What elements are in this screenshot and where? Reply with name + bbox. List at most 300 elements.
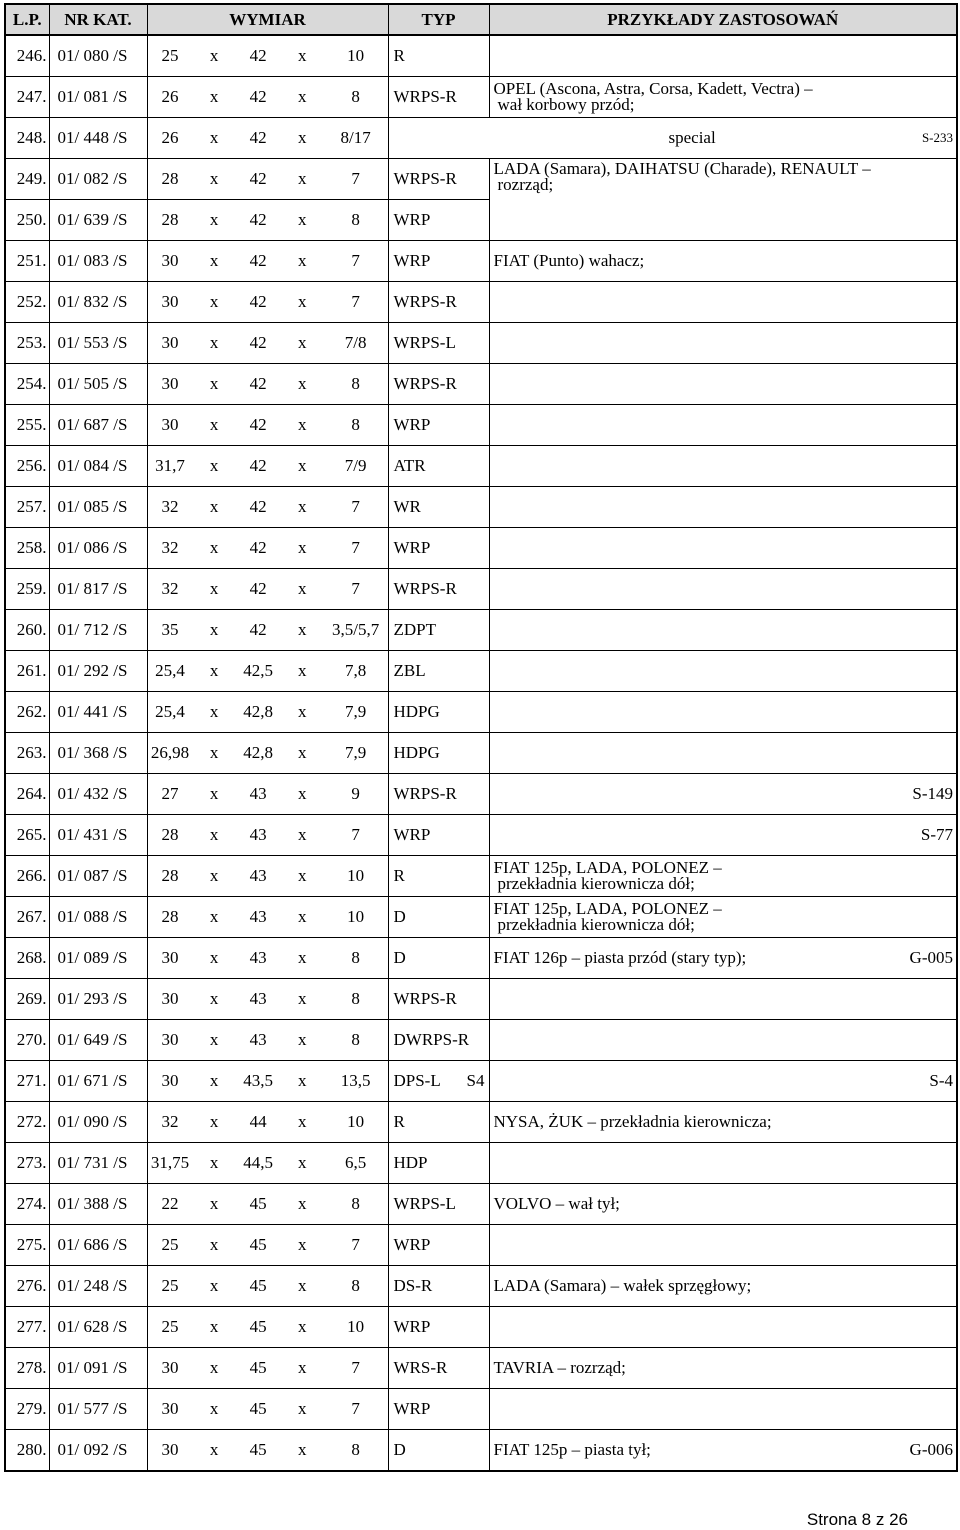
cell-wymiar: [147, 1430, 388, 1472]
cell-application: [489, 815, 957, 856]
dim-sep: x: [297, 456, 307, 475]
cell-wymiar: [147, 282, 388, 323]
cell-lp: 276.: [5, 1266, 49, 1307]
dim-outer: 43,5: [243, 1071, 273, 1090]
dim-width: 6,5: [345, 1153, 367, 1172]
cell-nr-kat: 01/ 441 /S: [49, 692, 147, 733]
dim-inner: 30: [161, 989, 179, 1008]
application-text: FIAT (Punto) wahacz;: [493, 251, 645, 270]
dim-width: 8: [351, 87, 360, 106]
table-row: [5, 241, 957, 282]
cell-wymiar: [147, 774, 388, 815]
dim-sep: x: [209, 1153, 219, 1172]
cell-typ: [388, 1266, 489, 1307]
dim-inner: 31,7: [155, 456, 185, 475]
dim-outer: 42: [249, 497, 267, 516]
cell-wymiar: [147, 1020, 388, 1061]
dim-sep: x: [297, 1112, 307, 1131]
code-label: S-149: [912, 784, 953, 803]
dim-sep: x: [297, 825, 307, 844]
cell-typ: [388, 159, 489, 200]
cell-lp: 267.: [5, 897, 49, 938]
cell-typ: [388, 200, 489, 241]
dim-width: 8: [351, 948, 360, 967]
dim-width: 10: [347, 1317, 365, 1336]
dim-sep: x: [209, 292, 219, 311]
cell-application: [489, 446, 957, 487]
cell-lp: 249.: [5, 159, 49, 200]
table-row: [5, 77, 957, 118]
dim-width: 10: [347, 1112, 365, 1131]
application-line: LADA (Samara), DAIHATSU (Charade), RENAULT –: [493, 159, 871, 178]
dim-inner: 32: [161, 497, 179, 516]
dim-sep: x: [297, 128, 307, 147]
dim-inner: 30: [161, 948, 179, 967]
cell-wymiar: [147, 323, 388, 364]
type-value: WRS-R: [393, 1358, 448, 1377]
dim-outer: 45: [249, 1194, 267, 1213]
table-row: [5, 282, 957, 323]
cell-typ: [388, 77, 489, 118]
cell-wymiar: [147, 692, 388, 733]
cell-lp: 272.: [5, 1102, 49, 1143]
cell-application: [489, 569, 957, 610]
dim-sep: x: [209, 374, 219, 393]
dim-outer: 42: [249, 415, 267, 434]
dim-width: 8: [351, 1440, 360, 1459]
cell-nr-kat: 01/ 712 /S: [49, 610, 147, 651]
dim-sep: x: [209, 784, 219, 803]
cell-nr-kat: 01/ 649 /S: [49, 1020, 147, 1061]
dim-outer: 42: [249, 333, 267, 352]
cell-nr-kat: 01/ 293 /S: [49, 979, 147, 1020]
table-row: [5, 159, 957, 200]
dim-sep: x: [209, 46, 219, 65]
table-row: [5, 610, 957, 651]
cell-nr-kat: 01/ 082 /S: [49, 159, 147, 200]
dim-sep: x: [209, 538, 219, 557]
dim-width: 8: [351, 1276, 360, 1295]
dim-outer: 42: [249, 46, 267, 65]
cell-wymiar: [147, 979, 388, 1020]
dim-outer: 42: [249, 374, 267, 393]
type-value: WRPS-R: [393, 374, 457, 393]
type-value: D: [393, 907, 406, 926]
dim-outer: 42: [249, 251, 267, 270]
cell-application: [489, 1307, 957, 1348]
dim-sep: x: [297, 702, 307, 721]
cell-lp: 277.: [5, 1307, 49, 1348]
cell-typ: [388, 1061, 489, 1102]
dim-sep: x: [209, 620, 219, 639]
type-value: ZBL: [393, 661, 426, 680]
dim-width: 8: [351, 374, 360, 393]
table-row: [5, 1020, 957, 1061]
cell-wymiar: [147, 733, 388, 774]
dim-sep: x: [297, 292, 307, 311]
dim-sep: x: [209, 1194, 219, 1213]
type-value: ATR: [393, 456, 426, 475]
dim-sep: x: [297, 169, 307, 188]
dim-outer: 42: [249, 87, 267, 106]
dim-outer: 43: [249, 825, 267, 844]
dim-outer: 42: [249, 210, 267, 229]
dim-sep: x: [209, 210, 219, 229]
dim-sep: x: [209, 87, 219, 106]
dim-sep: x: [297, 1440, 307, 1459]
cell-typ: [388, 282, 489, 323]
cell-nr-kat: 01/ 083 /S: [49, 241, 147, 282]
cell-lp: 280.: [5, 1430, 49, 1472]
cell-application: [489, 487, 957, 528]
dim-sep: x: [297, 210, 307, 229]
dim-width: 7: [351, 169, 360, 188]
cell-typ: [388, 692, 489, 733]
table-row: [5, 938, 957, 979]
cell-wymiar: [147, 1266, 388, 1307]
type-value: DWRPS-R: [393, 1030, 470, 1049]
dim-outer: 42: [249, 169, 267, 188]
type-value: WRP: [393, 251, 431, 270]
dim-sep: x: [209, 1071, 219, 1090]
cell-nr-kat: 01/ 671 /S: [49, 1061, 147, 1102]
dim-sep: x: [297, 46, 307, 65]
dim-outer: 43: [249, 948, 267, 967]
cell-lp: 260.: [5, 610, 49, 651]
dim-sep: x: [297, 784, 307, 803]
cell-typ: [388, 815, 489, 856]
cell-typ: [388, 610, 489, 651]
dim-sep: x: [297, 1317, 307, 1336]
cell-nr-kat: 01/ 080 /S: [49, 35, 147, 77]
dim-width: 7: [351, 1235, 360, 1254]
page-number: Strona 8 z 26: [806, 1510, 908, 1529]
dim-inner: 25: [161, 1276, 179, 1295]
type-value: WRPS-R: [393, 579, 457, 598]
dim-sep: x: [209, 1358, 219, 1377]
table-row: [5, 1061, 957, 1102]
cell-wymiar: [147, 897, 388, 938]
cell-nr-kat: 01/ 832 /S: [49, 282, 147, 323]
type-value: WRP: [393, 415, 431, 434]
cell-nr-kat: 01/ 628 /S: [49, 1307, 147, 1348]
application-line: OPEL (Ascona, Astra, Corsa, Kadett, Vectra) –: [493, 79, 813, 98]
application-text: FIAT 125p – piasta tył;: [493, 1440, 651, 1459]
cell-application: [489, 774, 957, 815]
table-row: [5, 1143, 957, 1184]
dim-width: 13,5: [340, 1071, 371, 1090]
cell-wymiar: [147, 1307, 388, 1348]
cell-application: [489, 651, 957, 692]
cell-application: [489, 1184, 957, 1225]
dim-width: 7/8: [344, 333, 367, 352]
cell-nr-kat: 01/ 087 /S: [49, 856, 147, 897]
dim-outer: 43: [249, 866, 267, 885]
dim-inner: 32: [161, 538, 179, 557]
dim-sep: x: [297, 743, 307, 762]
header-przyklady: PRZYKŁADY ZASTOSOWAŃ: [489, 4, 957, 35]
cell-wymiar: [147, 118, 388, 159]
cell-typ: [388, 856, 489, 897]
cell-nr-kat: 01/ 084 /S: [49, 446, 147, 487]
cell-wymiar: [147, 1184, 388, 1225]
type-value: D: [393, 948, 406, 967]
cell-application: [489, 282, 957, 323]
cell-nr-kat: 01/ 448 /S: [49, 118, 147, 159]
dim-sep: x: [297, 1235, 307, 1254]
dim-width: 10: [347, 907, 365, 926]
dim-sep: x: [297, 1153, 307, 1172]
dim-sep: x: [209, 1276, 219, 1295]
cell-wymiar: [147, 815, 388, 856]
cell-application: [489, 692, 957, 733]
type-value: WRPS-R: [393, 784, 457, 803]
table-row: [5, 979, 957, 1020]
type-value: DPS-L: [393, 1071, 441, 1090]
header-typ: TYP: [388, 4, 489, 35]
cell-typ: [388, 569, 489, 610]
dim-outer: 42: [249, 579, 267, 598]
dim-inner: 25,4: [155, 661, 185, 680]
special-type: special: [668, 128, 716, 147]
cell-wymiar: [147, 405, 388, 446]
dim-sep: x: [209, 497, 219, 516]
type-value: WRPS-R: [393, 292, 457, 311]
cell-lp: 250.: [5, 200, 49, 241]
dim-sep: x: [297, 1194, 307, 1213]
table-row: [5, 323, 957, 364]
cell-wymiar: [147, 528, 388, 569]
dim-outer: 42,8: [243, 743, 273, 762]
cell-typ: [388, 1348, 489, 1389]
cell-typ: [388, 1102, 489, 1143]
dim-sep: x: [297, 1030, 307, 1049]
cell-nr-kat: 01/ 368 /S: [49, 733, 147, 774]
dim-sep: x: [297, 989, 307, 1008]
cell-lp: 268.: [5, 938, 49, 979]
cell-nr-kat: 01/ 431 /S: [49, 815, 147, 856]
cell-nr-kat: 01/ 292 /S: [49, 651, 147, 692]
table-body: [5, 35, 957, 1471]
dim-sep: x: [297, 1399, 307, 1418]
dim-sep: x: [209, 661, 219, 680]
dim-outer: 43: [249, 1030, 267, 1049]
cell-lp: 261.: [5, 651, 49, 692]
cell-lp: 262.: [5, 692, 49, 733]
dim-width: 8: [351, 1030, 360, 1049]
type-value: R: [393, 1112, 405, 1131]
dim-inner: 30: [161, 1030, 179, 1049]
dim-sep: x: [297, 374, 307, 393]
dim-inner: 30: [161, 1071, 179, 1090]
type-value: D: [393, 1440, 406, 1459]
dim-width: 3,5/5,7: [332, 620, 380, 639]
cell-lp: 248.: [5, 118, 49, 159]
type-value: DS-R: [393, 1276, 433, 1295]
application-line: rozrząd;: [497, 175, 554, 194]
cell-nr-kat: 01/ 388 /S: [49, 1184, 147, 1225]
dim-sep: x: [209, 825, 219, 844]
code-label: G-005: [909, 948, 953, 967]
table-row: [5, 897, 957, 938]
cell-nr-kat: 01/ 248 /S: [49, 1266, 147, 1307]
dim-sep: x: [297, 948, 307, 967]
table-row: [5, 1225, 957, 1266]
dim-width: 7: [351, 497, 360, 516]
dim-sep: x: [209, 989, 219, 1008]
cell-nr-kat: 01/ 092 /S: [49, 1430, 147, 1472]
application-line: FIAT 125p, LADA, POLONEZ –: [493, 858, 722, 877]
dim-outer: 45: [249, 1399, 267, 1418]
cell-typ: [388, 241, 489, 282]
dim-inner: 30: [161, 1440, 179, 1459]
table-row: [5, 1184, 957, 1225]
application-line: FIAT 125p, LADA, POLONEZ –: [493, 899, 722, 918]
cell-lp: 279.: [5, 1389, 49, 1430]
cell-nr-kat: 01/ 687 /S: [49, 405, 147, 446]
cell-nr-kat: 01/ 088 /S: [49, 897, 147, 938]
cell-wymiar: [147, 651, 388, 692]
dim-outer: 43: [249, 907, 267, 926]
cell-nr-kat: 01/ 639 /S: [49, 200, 147, 241]
dim-width: 7: [351, 825, 360, 844]
table-header: [5, 4, 957, 35]
cell-wymiar: [147, 569, 388, 610]
cell-lp: 246.: [5, 35, 49, 77]
table-row: [5, 35, 957, 77]
dim-inner: 30: [161, 415, 179, 434]
table-row: [5, 528, 957, 569]
type-value: WRPS-R: [393, 87, 457, 106]
cell-typ: [388, 1389, 489, 1430]
application-line: wał korbowy przód;: [497, 95, 635, 114]
dim-outer: 45: [249, 1358, 267, 1377]
cell-typ: [388, 897, 489, 938]
table-row: [5, 1307, 957, 1348]
type-value: WRPS-R: [393, 169, 457, 188]
type-value: ZDPT: [393, 620, 436, 639]
dim-inner: 26,98: [150, 743, 190, 762]
cell-application: [489, 528, 957, 569]
cell-wymiar: [147, 1143, 388, 1184]
dim-sep: x: [297, 1071, 307, 1090]
dim-sep: x: [209, 456, 219, 475]
cell-wymiar: [147, 1348, 388, 1389]
cell-typ: [388, 364, 489, 405]
cell-lp: 270.: [5, 1020, 49, 1061]
dim-outer: 44,5: [243, 1153, 273, 1172]
table-row: [5, 733, 957, 774]
type-value: WRP: [393, 1399, 431, 1418]
dim-sep: x: [209, 702, 219, 721]
cell-wymiar: [147, 241, 388, 282]
cell-nr-kat: 01/ 081 /S: [49, 77, 147, 118]
dim-outer: 42: [249, 538, 267, 557]
cell-application: [489, 856, 957, 897]
dim-sep: x: [209, 169, 219, 188]
cell-application: [489, 35, 957, 77]
type-value: WRP: [393, 1317, 431, 1336]
cell-typ: [388, 1184, 489, 1225]
cell-application: [489, 364, 957, 405]
cell-wymiar: [147, 1225, 388, 1266]
dim-sep: x: [297, 415, 307, 434]
dim-sep: x: [209, 866, 219, 885]
dim-width: 7: [351, 1399, 360, 1418]
type-value: HDP: [393, 1153, 428, 1172]
table-row: [5, 487, 957, 528]
cell-application: [489, 610, 957, 651]
cell-lp: 258.: [5, 528, 49, 569]
dim-inner: 32: [161, 1112, 179, 1131]
dim-inner: 25: [161, 1317, 179, 1336]
cell-wymiar: [147, 364, 388, 405]
application-line: przekładnia kierownicza dół;: [497, 915, 695, 934]
dim-sep: x: [209, 579, 219, 598]
dim-inner: 27: [161, 784, 179, 803]
cell-application: [489, 938, 957, 979]
dim-sep: x: [297, 866, 307, 885]
cell-application: [489, 1102, 957, 1143]
table-row: [5, 1430, 957, 1472]
cell-typ: [388, 1225, 489, 1266]
dim-outer: 45: [249, 1440, 267, 1459]
dim-width: 7: [351, 1358, 360, 1377]
cell-nr-kat: 01/ 085 /S: [49, 487, 147, 528]
table-row: [5, 405, 957, 446]
dim-sep: x: [297, 1358, 307, 1377]
code-label: S-4: [929, 1071, 953, 1090]
dim-width: 8: [351, 989, 360, 1008]
dim-inner: 22: [161, 1194, 179, 1213]
parts-table: [4, 3, 958, 1472]
cell-nr-kat: 01/ 731 /S: [49, 1143, 147, 1184]
cell-wymiar: [147, 35, 388, 77]
cell-wymiar: [147, 1102, 388, 1143]
type-value: WRPS-R: [393, 989, 457, 1008]
table-row: [5, 774, 957, 815]
cell-typ: [388, 405, 489, 446]
cell-application: [489, 1430, 957, 1472]
dim-outer: 43: [249, 989, 267, 1008]
cell-application: [489, 405, 957, 446]
dim-outer: 44: [249, 1112, 267, 1131]
dim-sep: x: [297, 907, 307, 926]
dim-outer: 43: [249, 784, 267, 803]
application-text: VOLVO – wał tył;: [493, 1194, 620, 1213]
cell-typ: [388, 35, 489, 77]
dim-width: 7,8: [345, 661, 367, 680]
code-label: S-77: [920, 825, 953, 844]
table-row: [5, 364, 957, 405]
table-row: [5, 446, 957, 487]
cell-nr-kat: 01/ 577 /S: [49, 1389, 147, 1430]
dim-outer: 42,5: [243, 661, 273, 680]
dim-width: 7: [351, 251, 360, 270]
cell-lp: 247.: [5, 77, 49, 118]
cell-typ: [388, 323, 489, 364]
cell-application: [489, 1020, 957, 1061]
cell-typ: [388, 651, 489, 692]
cell-lp: 266.: [5, 856, 49, 897]
cell-application: [489, 77, 957, 118]
dim-width: 8: [351, 210, 360, 229]
cell-application: [489, 1143, 957, 1184]
cell-wymiar: [147, 159, 388, 200]
application-text: TAVRIA – rozrząd;: [493, 1358, 626, 1377]
type-value: WRP: [393, 210, 431, 229]
cell-nr-kat: 01/ 432 /S: [49, 774, 147, 815]
